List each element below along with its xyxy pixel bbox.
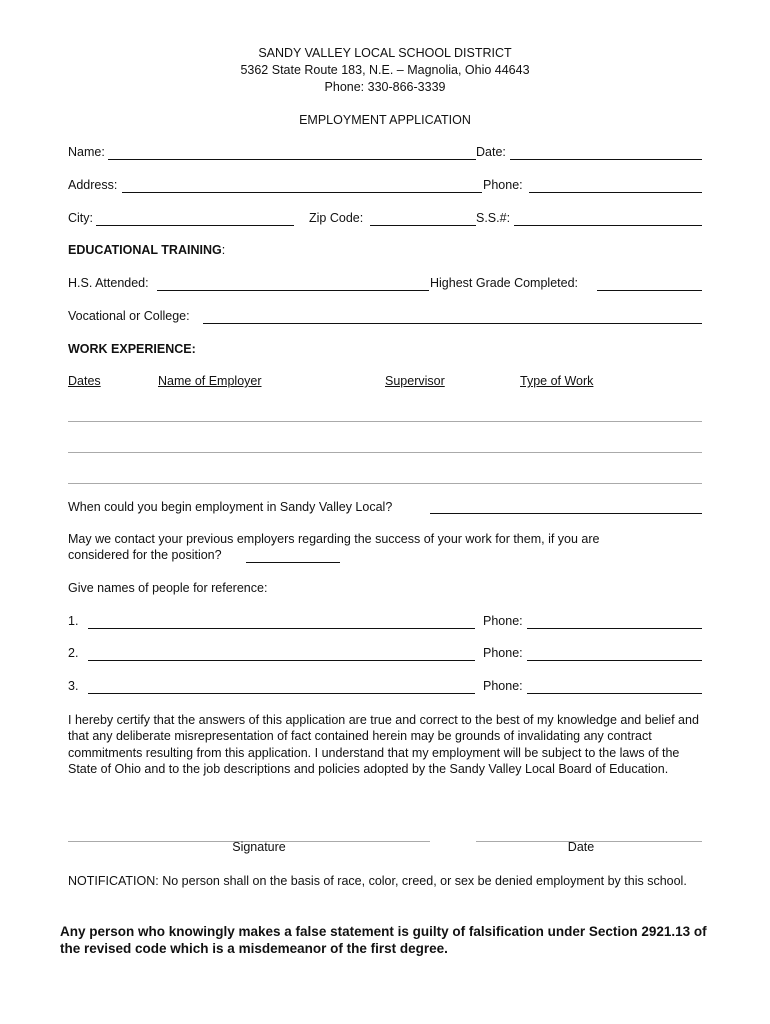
date-field[interactable] xyxy=(510,159,702,160)
zip-label: Zip Code: xyxy=(309,211,364,225)
reference-number: 2. xyxy=(68,646,79,660)
reference-name-field[interactable] xyxy=(88,660,475,661)
grade-label: Highest Grade Completed: xyxy=(430,276,578,290)
district-phone: Phone: 330-866-3339 xyxy=(324,80,446,94)
city-label: City: xyxy=(68,211,93,225)
contact-question-line1: May we contact your previous employers regarding the success of your work for them, if you are xyxy=(68,532,600,546)
col-employer: Name of Employer xyxy=(158,374,262,388)
phone-field[interactable] xyxy=(529,192,702,193)
education-heading: EDUCATIONAL TRAINING xyxy=(68,243,222,257)
city-field[interactable] xyxy=(96,225,294,226)
hs-label: H.S. Attended: xyxy=(68,276,149,290)
col-type-of-work: Type of Work xyxy=(520,374,594,388)
signature-label: Signature xyxy=(232,840,286,854)
begin-field[interactable] xyxy=(430,513,702,514)
ssn-field[interactable] xyxy=(514,225,702,226)
contact-field[interactable] xyxy=(246,562,340,563)
work-row-line[interactable] xyxy=(68,421,702,422)
reference-phone-label: Phone: xyxy=(483,679,523,693)
district-address: 5362 State Route 183, N.E. – Magnolia, Ohio 44643 xyxy=(240,63,530,77)
reference-phone-field[interactable] xyxy=(527,693,702,694)
work-row-line[interactable] xyxy=(68,483,702,484)
reference-phone-label: Phone: xyxy=(483,614,523,628)
contact-question-line2: considered for the position? xyxy=(68,548,222,562)
district-name: SANDY VALLEY LOCAL SCHOOL DISTRICT xyxy=(258,46,512,60)
vocational-label: Vocational or College: xyxy=(68,309,190,323)
col-dates: Dates xyxy=(68,374,101,388)
form-title: EMPLOYMENT APPLICATION xyxy=(299,113,471,127)
work-row-line[interactable] xyxy=(68,452,702,453)
signature-date-label: Date xyxy=(567,840,595,854)
address-field[interactable] xyxy=(122,192,482,193)
falsification-warning: Any person who knowingly makes a false statement is guilty of falsification under Section 2921.13 of the revised code which is a misdemeanor of the first degree. xyxy=(60,924,707,956)
notification-text: NOTIFICATION: No person shall on the basis of race, color, creed, or sex be denied employment by this school. xyxy=(68,874,687,888)
education-heading-wrap xyxy=(68,243,225,257)
vocational-field[interactable] xyxy=(203,323,702,324)
reference-number: 3. xyxy=(68,679,79,693)
hs-field[interactable] xyxy=(157,290,429,291)
date-label: Date: xyxy=(476,145,506,159)
reference-number: 1. xyxy=(68,614,79,628)
reference-phone-field[interactable] xyxy=(527,628,702,629)
begin-question: When could you begin employment in Sandy Valley Local? xyxy=(68,500,393,514)
address-label: Address: xyxy=(68,178,118,192)
reference-name-field[interactable] xyxy=(88,628,475,629)
reference-phone-field[interactable] xyxy=(527,660,702,661)
col-supervisor: Supervisor xyxy=(385,374,445,388)
work-heading: WORK EXPERIENCE: xyxy=(68,342,196,356)
ssn-label: S.S.#: xyxy=(476,211,511,225)
name-label: Name: xyxy=(68,145,105,159)
zip-field[interactable] xyxy=(370,225,476,226)
education-heading-colon: : xyxy=(221,243,226,257)
reference-prompt: Give names of people for reference: xyxy=(68,581,268,595)
reference-phone-label: Phone: xyxy=(483,646,523,660)
grade-field[interactable] xyxy=(597,290,702,291)
phone-label: Phone: xyxy=(483,178,523,192)
name-field[interactable] xyxy=(108,159,476,160)
reference-name-field[interactable] xyxy=(88,693,475,694)
certification-text: I hereby certify that the answers of this application are true and correct to the best of my knowledge and belief and that any deliberate misrepresentation of fact contained herein may be grounds of invalidating any contract commitments resulting from this application. I understand that my employment will be subject to the laws of the State of Ohio and to the job descriptions and policies adopted by the Sandy Valley Local Board of Education. xyxy=(68,713,699,776)
